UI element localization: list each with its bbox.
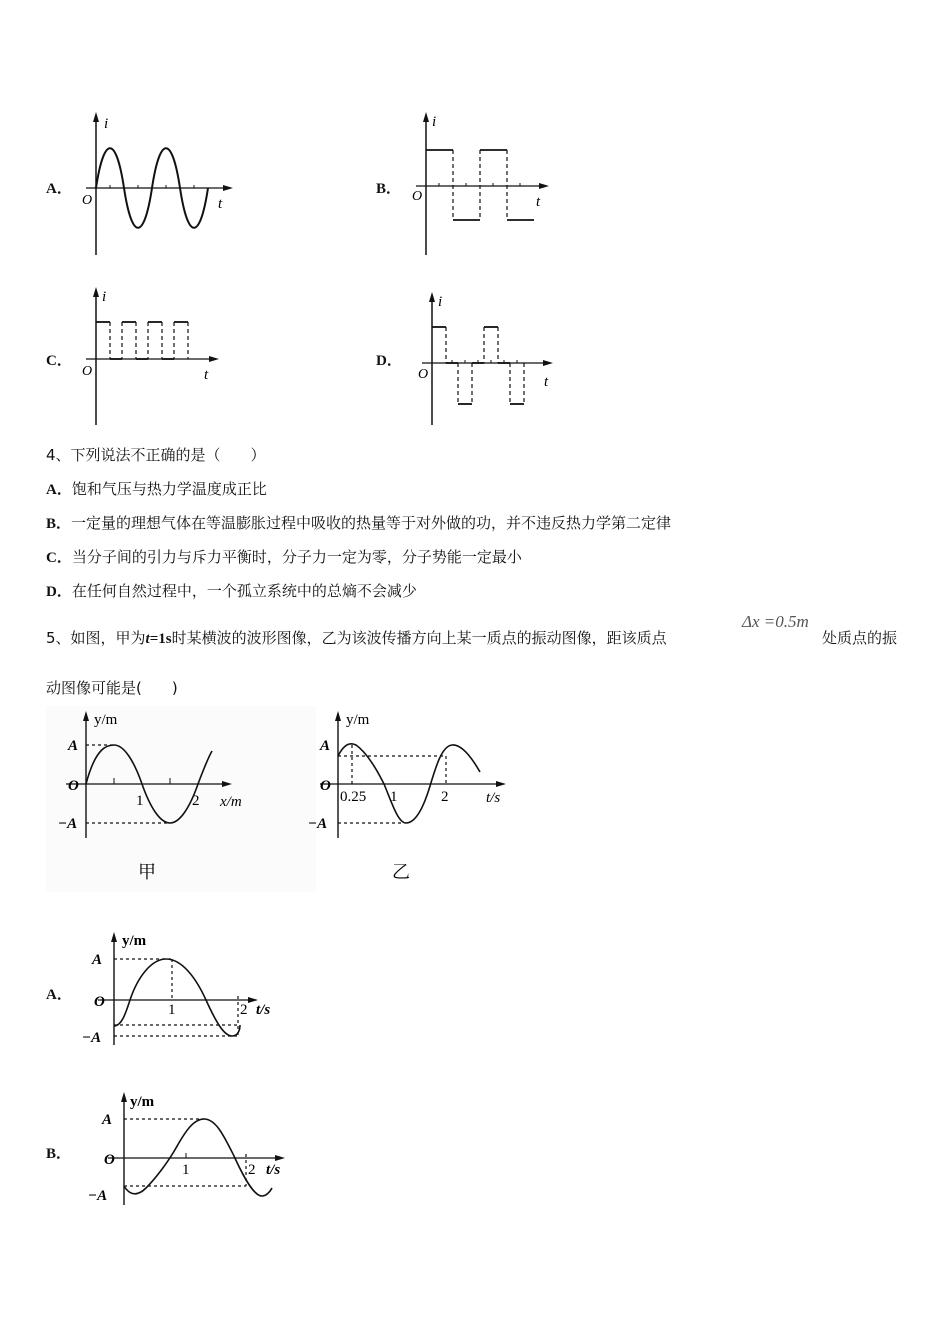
q5-stem-line1: [46, 627, 667, 648]
jia-origin: O: [68, 778, 79, 794]
b-amp-neg: −A: [88, 1188, 108, 1204]
q3-b-x-label: t: [536, 194, 541, 210]
q3-option-c-graph: [78, 285, 228, 430]
q3-option-a-label[interactable]: A．: [46, 181, 72, 197]
yi-tick-2: 2: [441, 789, 449, 805]
q3-a-y-label: i: [104, 116, 109, 132]
q4-option-b[interactable]: [46, 512, 671, 533]
jia-tick-1: 1: [136, 793, 144, 809]
q3-b-origin: O: [412, 189, 423, 204]
b-origin: O: [104, 1152, 115, 1168]
yi-caption: 乙: [392, 862, 410, 882]
a-amp-pos: A: [92, 952, 103, 968]
q5-option-b-graph: [84, 1090, 304, 1210]
b-tick-2: 2: [248, 1162, 256, 1178]
b-y-label: y/m: [130, 1094, 155, 1110]
q3-d-x-label: t: [544, 374, 549, 390]
jia-tick-2: 2: [192, 793, 200, 809]
q3-d-origin: O: [418, 367, 429, 382]
b-amp-pos: A: [102, 1112, 113, 1128]
q4-option-c[interactable]: [46, 546, 522, 567]
q5-stem-part1: 5、如图，甲为: [46, 629, 146, 647]
yi-tick-025: 0.25: [340, 789, 367, 805]
q5-formula: Δx =0.5m: [742, 612, 809, 631]
q4-stem: 4、下列说法不正确的是（ ）: [46, 446, 266, 464]
jia-x-label: x/m: [220, 794, 242, 810]
q4-option-c-text: 当分子间的引力与斥力平衡时，分子力一定为零，分子势能一定最小: [71, 548, 522, 566]
q5-stem-part3: 处质点的振: [822, 629, 898, 647]
q3-option-d-graph: [410, 290, 560, 430]
q3-option-b-label[interactable]: B．: [376, 181, 402, 197]
yi-y-label: y/m: [346, 712, 370, 728]
b-tick-1: 1: [182, 1162, 190, 1178]
q3-c-y-label: i: [102, 289, 107, 305]
q5-figure-jia: [46, 706, 316, 892]
q5-stem-line2: 动图像可能是( ): [46, 679, 178, 697]
b-x-label: t/s: [266, 1162, 281, 1178]
q5-option-a-graph: [78, 930, 288, 1050]
q4-option-b-label: B．: [46, 516, 72, 532]
yi-amp-neg: −A: [308, 816, 328, 832]
q5-stem-part2: 时某横波的波形图像，乙为该波传播方向上某一质点的振动图像，距该质点: [171, 629, 667, 647]
yi-tick-1: 1: [390, 789, 398, 805]
a-amp-neg: −A: [82, 1030, 102, 1046]
jia-amp-pos: A: [68, 738, 79, 754]
jia-amp-neg: −A: [58, 816, 78, 832]
q4-option-d-text: 在任何自然过程中，一个孤立系统中的总熵不会减少: [71, 582, 417, 600]
q4-option-a-text: 饱和气压与热力学温度成正比: [71, 480, 267, 498]
q3-c-x-label: t: [204, 367, 209, 383]
q5-option-a-label[interactable]: A．: [46, 987, 72, 1003]
q3-a-x-label: t: [218, 196, 223, 212]
q5-option-b-label[interactable]: B．: [46, 1146, 72, 1162]
q4-option-d[interactable]: [46, 580, 417, 601]
q3-b-y-label: i: [432, 114, 437, 130]
q4-option-a[interactable]: [46, 478, 267, 499]
yi-origin: O: [320, 778, 331, 794]
a-y-label: y/m: [122, 933, 147, 949]
yi-amp-pos: A: [320, 738, 331, 754]
a-origin: O: [94, 994, 105, 1010]
a-tick-1: 1: [168, 1002, 176, 1018]
q5-stem-t: t: [145, 631, 150, 647]
q3-option-d-label[interactable]: D．: [376, 353, 402, 369]
q3-option-a-graph: [78, 110, 238, 260]
yi-x-label: t/s: [486, 790, 501, 806]
q4-option-b-text: 一定量的理想气体在等温膨胀过程中吸收的热量等于对外做的功，并不违反热力学第二定律: [71, 514, 672, 532]
q3-option-b-graph: [408, 110, 558, 260]
q3-a-origin: O: [82, 193, 93, 208]
q4-option-d-label: D．: [46, 584, 72, 600]
a-tick-2: 2: [240, 1002, 248, 1018]
q3-d-y-label: i: [438, 294, 443, 310]
q4-option-c-label: C．: [46, 550, 72, 566]
a-x-label: t/s: [256, 1002, 271, 1018]
q5-stem-eq: =1s: [149, 631, 172, 647]
jia-caption: 甲: [138, 862, 156, 882]
q3-option-c-label[interactable]: C．: [46, 353, 72, 369]
q4-option-a-label: A．: [46, 482, 72, 498]
q5-figure-yi: [300, 706, 520, 892]
q3-c-origin: O: [82, 364, 93, 379]
jia-y-label: y/m: [94, 712, 118, 728]
